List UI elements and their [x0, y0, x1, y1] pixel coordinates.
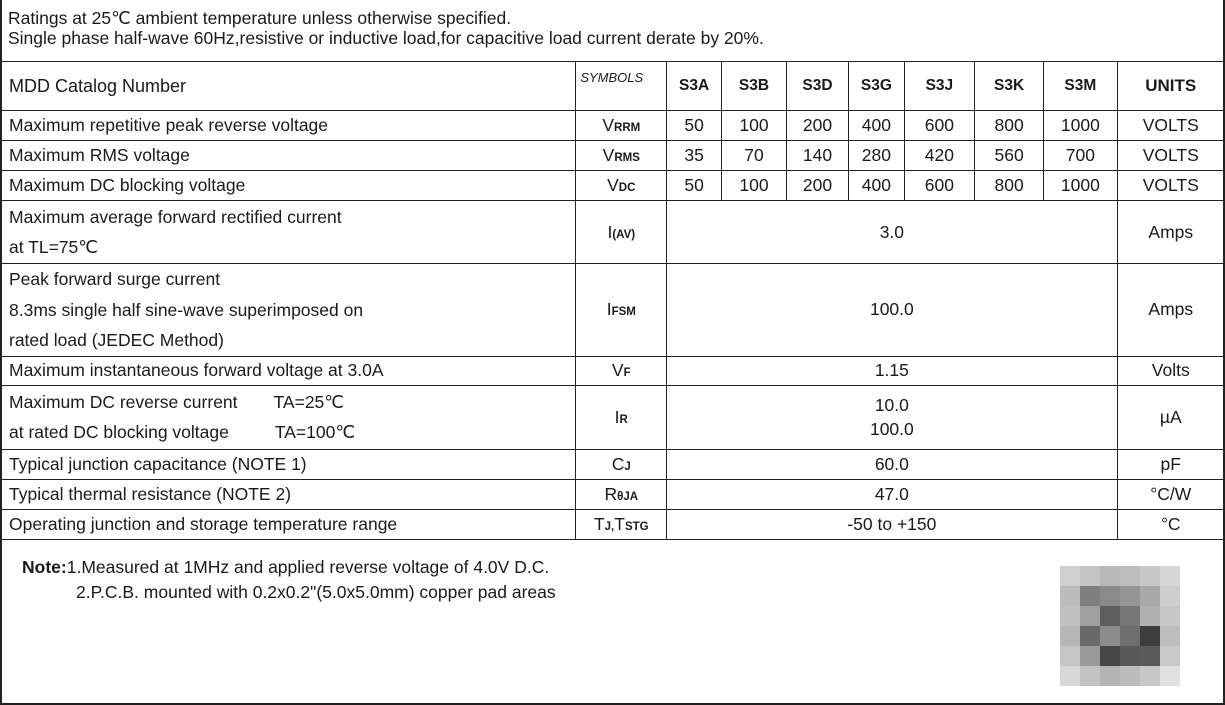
row-label: Maximum average forward rectified current at TL=75℃ — [1, 201, 576, 264]
note-line-2: 2.P.C.B. mounted with 0.2x0.2"(5.0x5.0mm) copper pad areas — [76, 582, 556, 602]
table-row — [1, 141, 1225, 171]
table-row — [1, 385, 1225, 449]
row-label: Maximum instantaneous forward voltage at 3.0A — [1, 356, 576, 385]
qr-pixel — [1100, 606, 1120, 626]
qr-pixel — [1060, 646, 1080, 666]
qr-pixel — [1160, 606, 1180, 626]
ratings-table — [0, 61, 1225, 540]
note-line-1: 1.Measured at 1MHz and applied reverse voltage of 4.0V D.C. — [66, 557, 550, 577]
intro-line-1: Ratings at 25℃ ambient temperature unless otherwise specified. — [8, 8, 512, 28]
qr-pixel — [1100, 666, 1120, 686]
qr-pixel — [1140, 626, 1160, 646]
table-cell: 140 — [787, 141, 849, 171]
intro-line-2: Single phase half-wave 60Hz,resistive or inductive load,for capacitive load current derate by 20%. — [8, 28, 764, 48]
row-symbol: I(AV) — [576, 201, 667, 264]
qr-pixel — [1120, 606, 1140, 626]
row-unit: VOLTS — [1117, 141, 1224, 171]
row-symbol: RθJA — [576, 479, 667, 509]
table-cell: 600 — [904, 171, 974, 201]
part-header: S3D — [787, 62, 849, 111]
qr-pixel — [1120, 626, 1140, 646]
row-symbol: CJ — [576, 449, 667, 479]
qr-pixel — [1140, 646, 1160, 666]
qr-pixel — [1060, 566, 1080, 586]
qr-pixel — [1140, 666, 1160, 686]
table-cell: 60.0 — [667, 449, 1117, 479]
table-cell: 1000 — [1044, 111, 1117, 141]
blurred-qr-code — [1060, 566, 1180, 686]
row-unit: °C — [1117, 509, 1224, 539]
table-cell: 3.0 — [667, 201, 1117, 264]
units-header: UNITS — [1117, 62, 1224, 111]
qr-pixel — [1060, 586, 1080, 606]
table-cell: 600 — [904, 111, 974, 141]
table-cell: 1000 — [1044, 171, 1117, 201]
qr-pixel — [1160, 566, 1180, 586]
table-cell: 100 — [721, 171, 786, 201]
row-unit: °C/W — [1117, 479, 1224, 509]
table-cell: 200 — [787, 111, 849, 141]
table-row — [1, 171, 1225, 201]
qr-pixel — [1140, 566, 1160, 586]
table-cell: 400 — [848, 171, 904, 201]
qr-pixel — [1140, 586, 1160, 606]
row-label: Operating junction and storage temperature range — [1, 509, 576, 539]
qr-pixel — [1080, 646, 1100, 666]
row-symbol: VF — [576, 356, 667, 385]
qr-pixel — [1160, 666, 1180, 686]
note-heading: Note: — [22, 557, 67, 577]
table-cell: 560 — [974, 141, 1043, 171]
table-cell: 400 — [848, 111, 904, 141]
qr-pixel — [1120, 566, 1140, 586]
row-unit: Amps — [1117, 201, 1224, 264]
qr-pixel — [1100, 626, 1120, 646]
part-header: S3M — [1044, 62, 1117, 111]
table-cell: 200 — [787, 171, 849, 201]
qr-pixel — [1080, 586, 1100, 606]
qr-pixel — [1100, 646, 1120, 666]
table-cell: 800 — [974, 171, 1043, 201]
qr-pixel — [1120, 646, 1140, 666]
qr-pixel — [1120, 586, 1140, 606]
qr-pixel — [1080, 666, 1100, 686]
catalog-number-header: MDD Catalog Number — [1, 62, 576, 111]
table-cell: 700 — [1044, 141, 1117, 171]
qr-pixel — [1080, 626, 1100, 646]
table-cell: 1.15 — [667, 356, 1117, 385]
table-cell: 10.0 100.0 — [667, 385, 1117, 449]
qr-pixel — [1160, 646, 1180, 666]
qr-pixel — [1060, 626, 1080, 646]
qr-pixel — [1080, 566, 1100, 586]
row-label: Maximum DC reverse current TA=25℃ at rated DC blocking voltage TA=100℃ — [1, 385, 576, 449]
table-row — [1, 264, 1225, 357]
table-cell: 280 — [848, 141, 904, 171]
row-symbol: IR — [576, 385, 667, 449]
row-unit: VOLTS — [1117, 171, 1224, 201]
part-header: S3J — [904, 62, 974, 111]
qr-pixel — [1160, 626, 1180, 646]
table-row — [1, 509, 1225, 539]
table-cell: 800 — [974, 111, 1043, 141]
qr-pixel — [1060, 666, 1080, 686]
row-symbol: TJ,TSTG — [576, 509, 667, 539]
row-symbol: VRRM — [576, 111, 667, 141]
part-header: S3B — [721, 62, 786, 111]
qr-pixel — [1100, 586, 1120, 606]
row-label: Maximum DC blocking voltage — [1, 171, 576, 201]
row-label: Maximum repetitive peak reverse voltage — [1, 111, 576, 141]
row-unit: Volts — [1117, 356, 1224, 385]
row-label: Maximum RMS voltage — [1, 141, 576, 171]
table-cell: 420 — [904, 141, 974, 171]
table-cell: 70 — [721, 141, 786, 171]
qr-pixel — [1060, 606, 1080, 626]
part-header: S3K — [974, 62, 1043, 111]
table-cell: -50 to +150 — [667, 509, 1117, 539]
table-cell: 47.0 — [667, 479, 1117, 509]
qr-pixel — [1160, 586, 1180, 606]
table-cell: 100 — [721, 111, 786, 141]
qr-pixel — [1100, 566, 1120, 586]
row-unit: pF — [1117, 449, 1224, 479]
table-cell: 35 — [667, 141, 722, 171]
part-header: S3G — [848, 62, 904, 111]
symbols-header: SYMBOLS — [576, 62, 667, 111]
qr-pixel — [1140, 606, 1160, 626]
qr-pixel — [1120, 666, 1140, 686]
row-unit: VOLTS — [1117, 111, 1224, 141]
table-row — [1, 356, 1225, 385]
table-cell: 50 — [667, 111, 722, 141]
row-symbol: VDC — [576, 171, 667, 201]
table-row — [1, 479, 1225, 509]
table-header-row — [1, 62, 1225, 111]
row-label: Typical thermal resistance (NOTE 2) — [1, 479, 576, 509]
qr-pixel — [1080, 606, 1100, 626]
part-header: S3A — [667, 62, 722, 111]
table-cell: 100.0 — [667, 264, 1117, 357]
row-unit: µA — [1117, 385, 1224, 449]
table-row — [1, 111, 1225, 141]
row-label: Typical junction capacitance (NOTE 1) — [1, 449, 576, 479]
row-symbol: VRMS — [576, 141, 667, 171]
row-symbol: IFSM — [576, 264, 667, 357]
intro-text — [8, 8, 764, 48]
notes-section — [22, 555, 556, 605]
table-cell: 50 — [667, 171, 722, 201]
row-unit: Amps — [1117, 264, 1224, 357]
table-row — [1, 201, 1225, 264]
row-label: Peak forward surge current 8.3ms single half sine-wave superimposed on rated load (JEDEC Method) — [1, 264, 576, 357]
table-row — [1, 449, 1225, 479]
